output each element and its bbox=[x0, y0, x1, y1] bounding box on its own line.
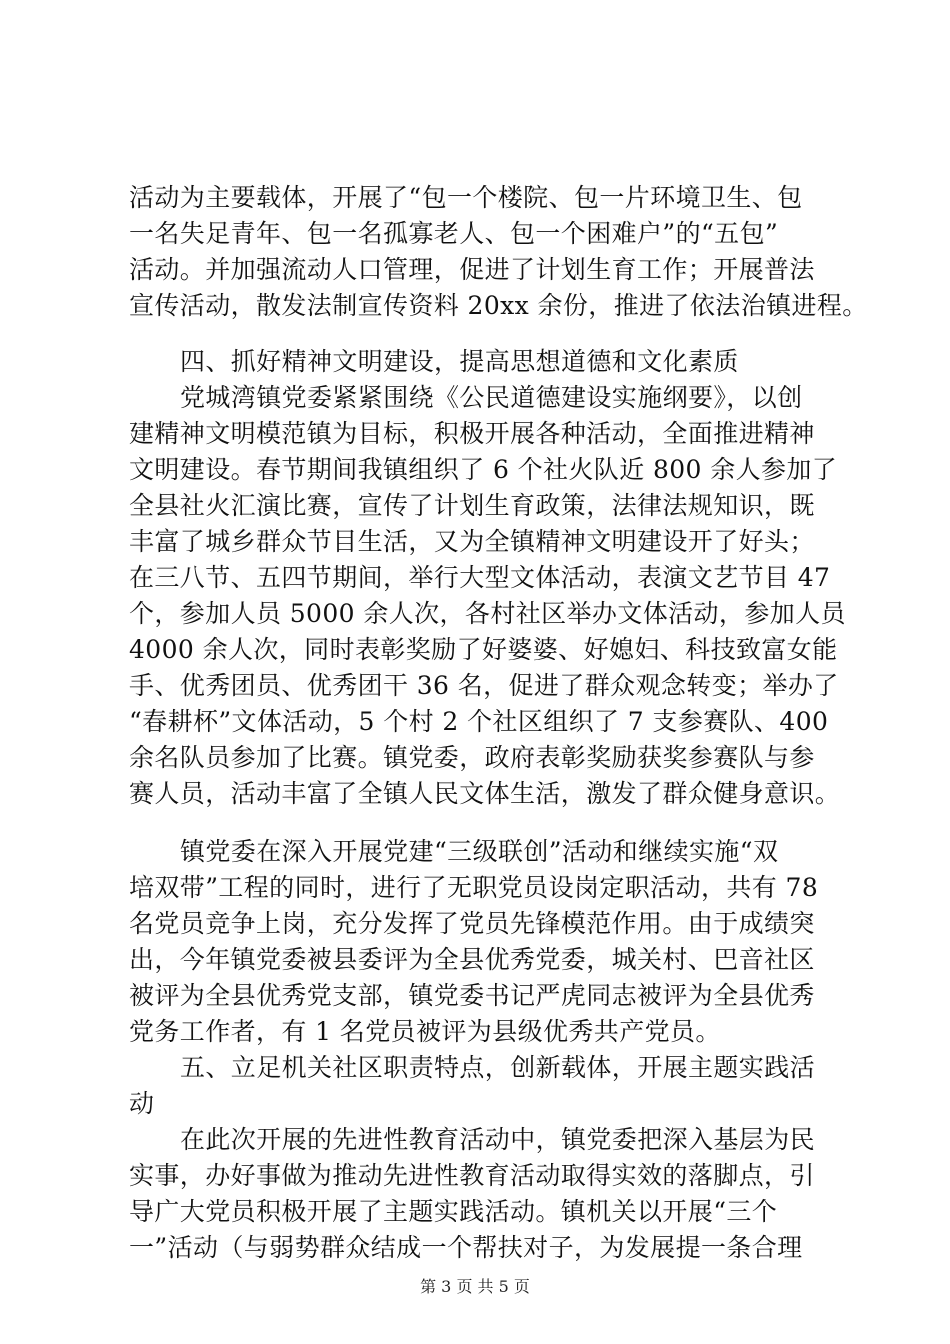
text-line: 被评为全县优秀党支部，镇党委书记严虎同志被评为全县优秀 bbox=[129, 981, 815, 1010]
text-line: 一名失足青年、包一名孤寡老人、包一个困难户”的“五包” bbox=[129, 219, 779, 248]
text-line: 党城湾镇党委紧紧围绕《公民道德建设实施纲要》，以创 bbox=[180, 383, 803, 412]
text-line: 导广大党员积极开展了主题实践活动。镇机关以开展“三个 bbox=[129, 1197, 778, 1226]
text-line: 宣传活动，散发法制宣传资料 20xx 余份，推进了依法治镇进程。 bbox=[129, 291, 868, 320]
text-line: 赛人员，活动丰富了全镇人民文体生活，激发了群众健身意识。 bbox=[129, 779, 841, 808]
text-line: 4000 余人次，同时表彰奖励了好婆婆、好媳妇、科技致富女能 bbox=[129, 635, 838, 664]
page-footer: 第 3 页 共 5 页 bbox=[420, 1277, 530, 1296]
text-line: 在三八节、五四节期间，举行大型文体活动，表演文艺节目 47 bbox=[129, 563, 831, 592]
text-line: 丰富了城乡群众节目生活，又为全镇精神文明建设开了好头； bbox=[129, 527, 815, 556]
text-line: 建精神文明模范镇为目标，积极开展各种活动，全面推进精神 bbox=[129, 419, 815, 448]
text-line: 活动为主要载体，开展了“包一个楼院、包一片环境卫生、包 bbox=[129, 183, 803, 212]
text-line: 在此次开展的先进性教育活动中，镇党委把深入基层为民 bbox=[180, 1125, 816, 1154]
text-line: 余名队员参加了比赛。镇党委，政府表彰奖励获奖参赛队与参 bbox=[129, 743, 815, 772]
text-line: “春耕杯”文体活动，5 个村 2 个社区组织了 7 支参赛队、400 bbox=[129, 707, 829, 736]
text-line: 文明建设。春节期间我镇组织了 6 个社火队近 800 余人参加了 bbox=[129, 455, 838, 484]
text-line: 出，今年镇党委被县委评为全县优秀党委，城关村、巴音社区 bbox=[129, 945, 815, 974]
text-line: 一”活动（与弱势群众结成一个帮扶对子，为发展提一条合理 bbox=[129, 1233, 803, 1262]
section-heading: 五、立足机关社区职责特点，创新载体，开展主题实践活 bbox=[180, 1053, 816, 1082]
text-line: 镇党委在深入开展党建“三级联创”活动和继续实施“双 bbox=[180, 837, 779, 866]
text-line: 培双带”工程的同时，进行了无职党员设岗定职活动，共有 78 bbox=[129, 873, 819, 902]
text-line: 实事，办好事做为推动先进性教育活动取得实效的落脚点，引 bbox=[129, 1161, 815, 1190]
text-line: 活动。并加强流动人口管理，促进了计划生育工作；开展普法 bbox=[129, 255, 815, 284]
text-line: 手、优秀团员、优秀团干 36 名，促进了群众观念转变；举办了 bbox=[129, 671, 839, 700]
text-line: 全县社火汇演比赛，宣传了计划生育政策，法律法规知识，既 bbox=[129, 491, 815, 520]
text-line: 动 bbox=[129, 1089, 155, 1118]
text-line: 个，参加人员 5000 余人次，各村社区举办文体活动，参加人员 bbox=[129, 599, 846, 628]
text-line: 名党员竞争上岗，充分发挥了党员先锋模范作用。由于成绩突 bbox=[129, 909, 815, 938]
section-heading: 四、抓好精神文明建设，提高思想道德和文化素质 bbox=[180, 347, 739, 376]
text-line: 党务工作者，有 1 名党员被评为县级优秀共产党员。 bbox=[129, 1017, 721, 1046]
